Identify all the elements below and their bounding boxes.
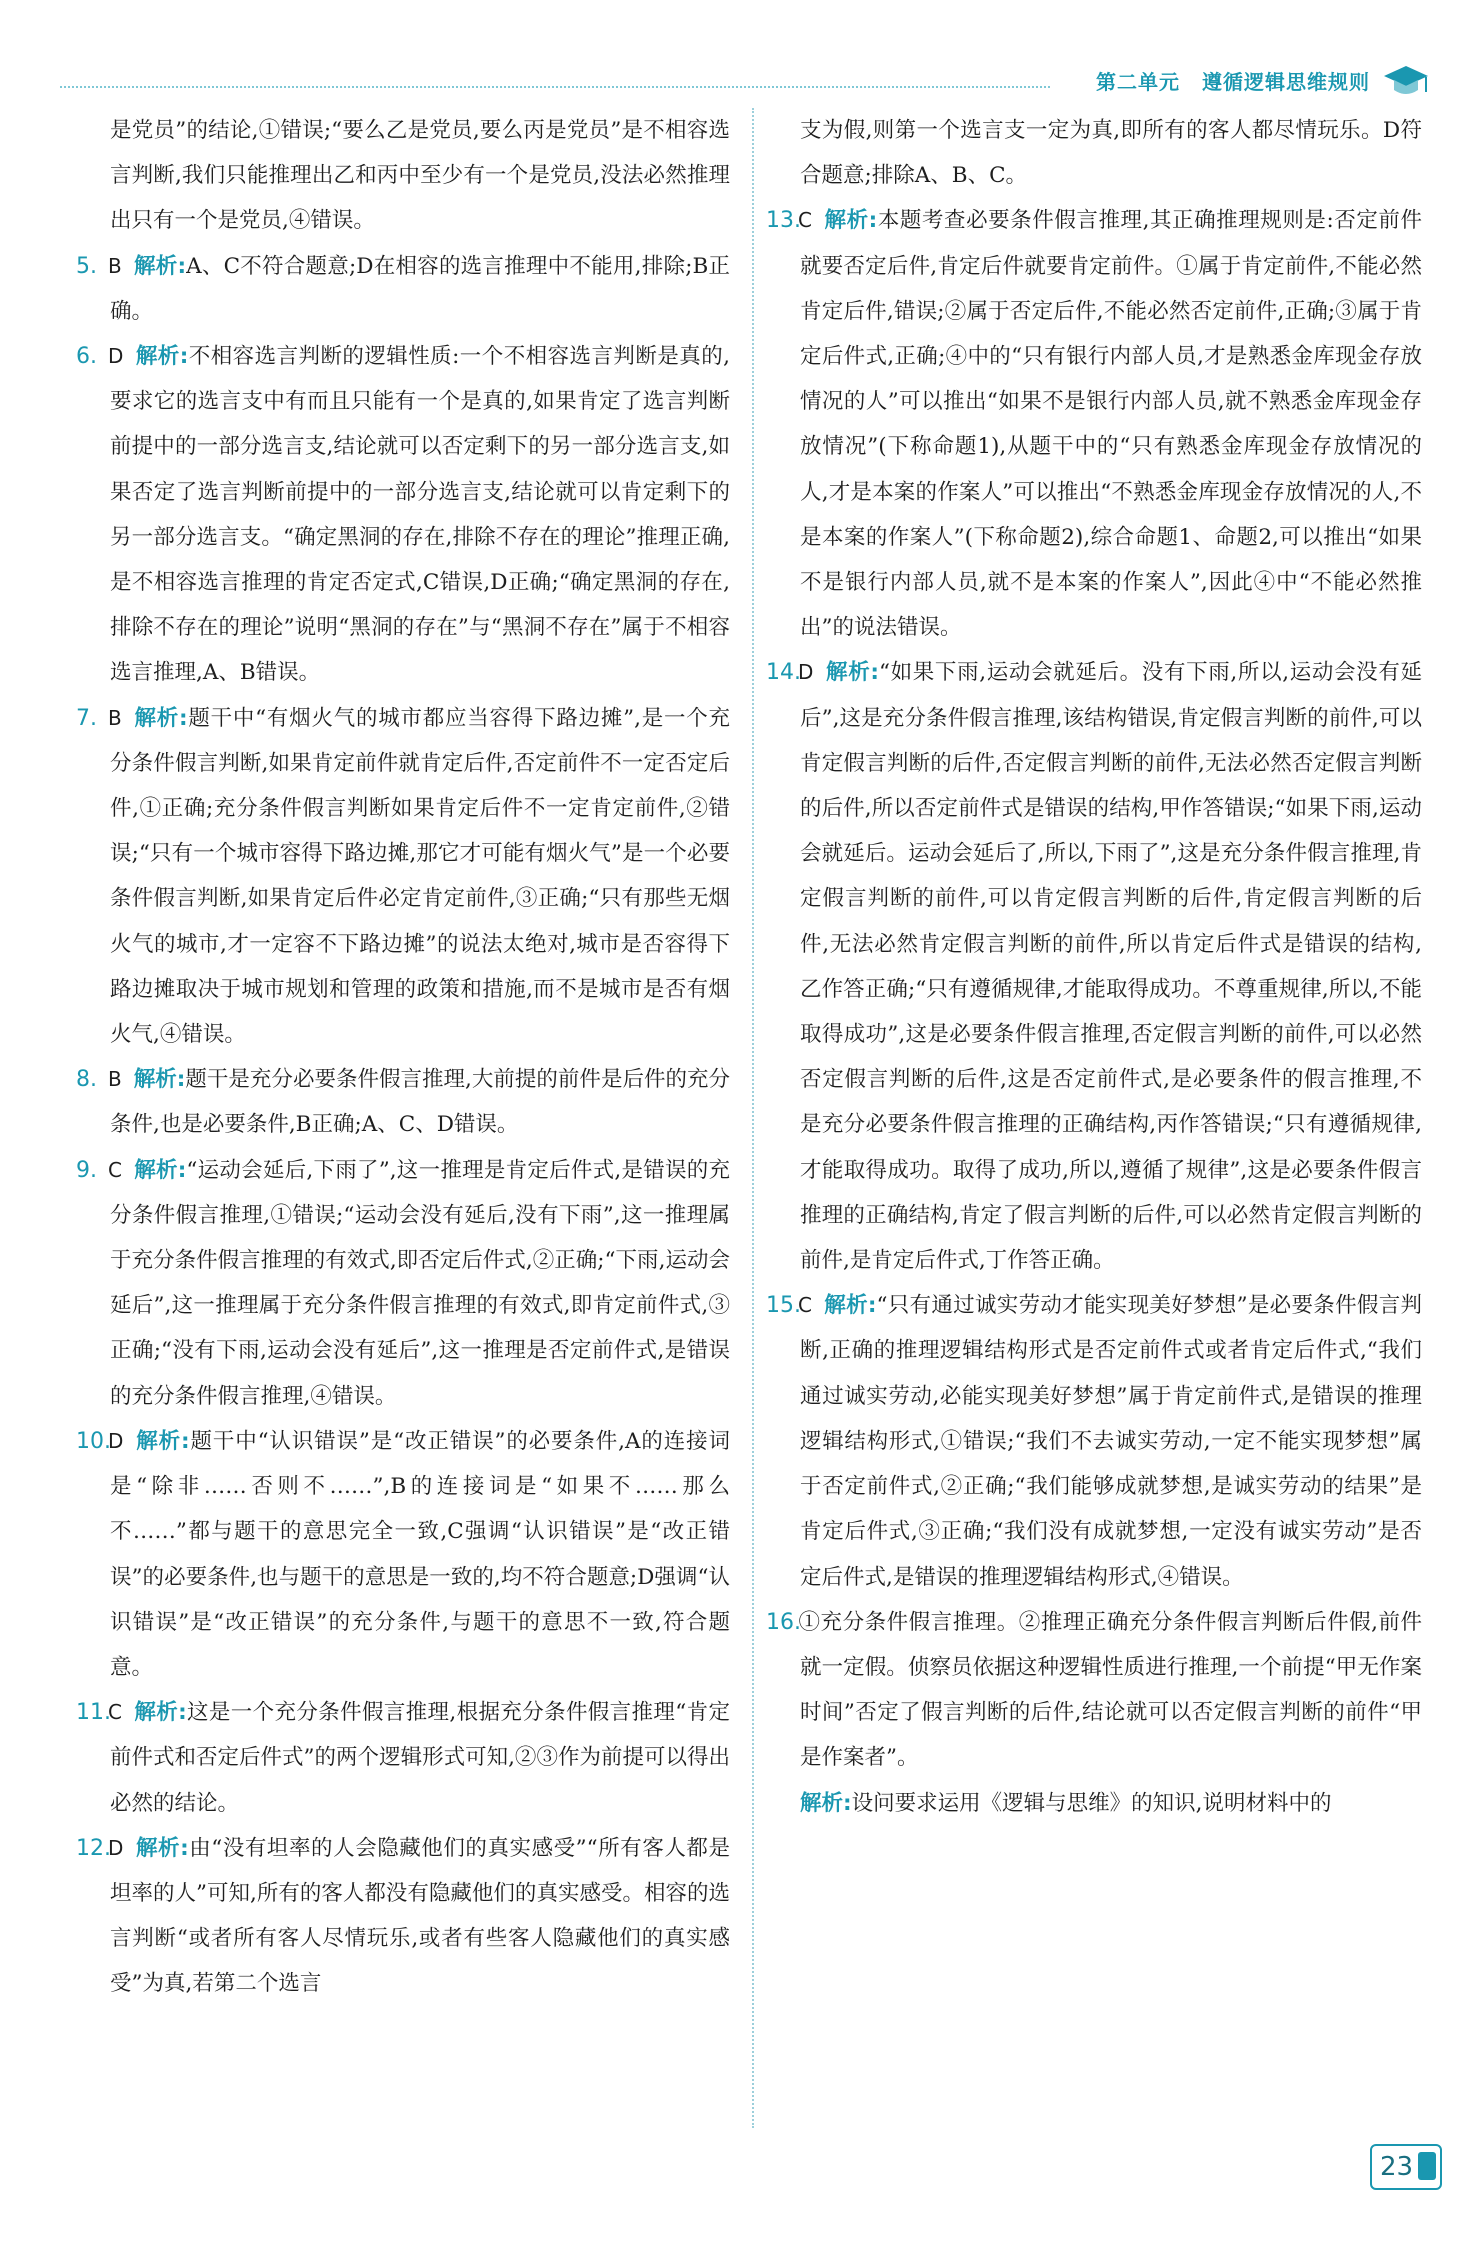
item-text: 本题考查必要条件假言推理,其正确推理规则是:否定前件就要否定后件,肯定后件就要肯定前件。①属于肯定前件,不能必然肯定后件,错误;②属于否定后件,不能必然否定前件,正确;③属于肯定后件式,正确;④中的“只有银行内部人员,才是熟悉金库现金存放情况的人”可以推出“如果不是银行内部人员,就不熟悉金库现金存放情况”(下称命题1),从题干中的“只有熟悉金库现金存放情况的人,才是本案的作案人”可以推出“不熟悉金库现金存放情况的人,不是本案的作案人”(下称命题2),综合命题1、命题2,可以推出“如果不是银行内部人员,就不是本案的作案人”,因此④中“不能必然推出”的说法错误。: [800, 208, 1422, 641]
graduation-cap-icon: [1382, 62, 1430, 102]
item-number: 6.: [76, 344, 97, 370]
item-text: 设问要求运用《逻辑与思维》的知识,说明材料中的: [851, 1790, 1332, 1816]
item-text: “如果下雨,运动会就延后。没有下雨,所以,运动会没有延后”,这是充分条件假言推理,该结构错误,肯定假言判断的前件,可以肯定假言判断的后件,否定假言判断的前件,无法必然否定假言判断的后件,所以否定前件式是错误的结构,甲作答错误;“如果下雨,运动会就延后。运动会延后了,所以,下雨了”,这是充分条件假言推理,肯定假言判断的前件,可以肯定假言判断的后件,肯定假言判断的后件,无法必然肯定假言判断的前件,所以肯定后件式是错误的结构,乙作答正确;“只有遵循规律,才能取得成功。不尊重规律,所以,不能取得成功”,这是必要条件假言推理,否定假言判断的前件,可以必然否定假言判断的后件,这是否定前件式,是必要条件的假言推理,不是充分必要条件假言推理的正确结构,丙作答错误;“只有遵循规律,才能取得成功。取得了成功,所以,遵循了规律”,这是必要条件假言推理的正确结构,肯定了假言判断的后件,可以必然肯定假言判断的前件,是肯定后件式,丁作答正确。: [800, 660, 1422, 1274]
item-text: 不相容选言判断的逻辑性质:一个不相容选言判断是真的,要求它的选言支中有而且只能有一个是真的,如果肯定了选言判断前提中的一部分选言支,结论就可以否定剩下的另一部分选言支,如果否定了选言判断前提中的一部分选言支,结论就可以肯定剩下的另一部分选言支。“确定黑洞的存在,排除不存在的理论”推理正确,是不相容选言推理的肯定否定式,C错误,D正确;“确定黑洞的存在,排除不存在的理论”说明“黑洞的存在”与“黑洞不存在”属于不相容选言推理,A、B错误。: [110, 344, 730, 686]
item-text: 支为假,则第一个选言支一定为真,即所有的客人都尽情玩乐。D符合题意;排除A、B、C。: [800, 118, 1422, 189]
item-answer: D: [108, 1428, 124, 1453]
item-text: ①充分条件假言推理。②推理正确充分条件假言判断后件假,前件就一定假。侦察员依据这种逻辑性质进行推理,一个前提“甲无作案时间”否定了假言判断的后件,结论就可以否定假言判断的前件“甲是作案者”。: [798, 1609, 1422, 1771]
page-header: [60, 62, 1440, 102]
header-title: [1096, 66, 1370, 95]
analysis-label: 解析:: [135, 1428, 190, 1454]
item-number: 10.: [76, 1428, 111, 1454]
item-answer: C: [798, 1293, 812, 1318]
answer-item: [766, 198, 1422, 650]
item-number: 11.: [76, 1700, 111, 1726]
answer-item: [76, 1148, 730, 1419]
answer-item: [76, 1057, 730, 1147]
analysis-label: 解析:: [133, 253, 187, 279]
analysis-label: 解析:: [800, 1790, 852, 1816]
item-answer: D: [798, 660, 814, 685]
page-number-text: 23: [1380, 2152, 1414, 2182]
item-text: A、C不符合题意;D在相容的选言推理中不能用,排除;B正确。: [110, 253, 730, 324]
right-column: [766, 108, 1422, 1826]
item-answer: C: [108, 1700, 122, 1725]
item-number: 13.: [766, 208, 801, 234]
item-answer: C: [798, 208, 812, 233]
item-number: 12.: [76, 1835, 111, 1861]
analysis-label: 解析:: [133, 1157, 187, 1183]
answer-item: [110, 108, 730, 244]
item-number: 8.: [76, 1067, 97, 1093]
page-number: [1370, 2144, 1442, 2190]
item-text: 题干中“认识错误”是“改正错误”的必要条件,A的连接词是“除非……否则不……”,B的连接词是“如果不……那么不……”都与题干的意思完全一致,C强调“认识错误”是“改正错误”的必要条件,也与题干的意思是一致的,均不符合题意;D强调“认识错误”是“改正错误”的充分条件,与题干的意思不一致,符合题意。: [110, 1428, 730, 1680]
analysis-label: 解析:: [823, 208, 878, 234]
item-number: 7.: [76, 705, 97, 731]
column-divider: [752, 108, 754, 2128]
item-answer: B: [108, 1067, 122, 1092]
item-answer: D: [108, 1835, 124, 1860]
unit-title: 遵循逻辑思维规则: [1202, 70, 1370, 94]
analysis-label: 解析:: [133, 1700, 187, 1726]
analysis-label: 解析:: [135, 344, 189, 370]
analysis-label: 解析:: [133, 705, 188, 731]
item-answer: D: [108, 344, 124, 369]
answer-item: [76, 1419, 730, 1690]
answer-item: [76, 1826, 730, 2007]
item-text: 这是一个充分条件假言推理,根据充分条件假言推理“肯定前件式和否定后件式”的两个逻辑形式可知,②③作为前提可以得出必然的结论。: [110, 1700, 730, 1816]
item-answer: C: [108, 1157, 122, 1182]
analysis-label: 解析:: [135, 1835, 189, 1861]
answer-item: [76, 1690, 730, 1826]
page-corner-icon: [1418, 2152, 1436, 2180]
header-rule: [60, 86, 1050, 88]
item-text: 是党员”的结论,①错误;“要么乙是党员,要么丙是党员”是不相容选言判断,我们只能推理出乙和丙中至少有一个是党员,没法必然推理出只有一个是党员,④错误。: [110, 118, 730, 234]
answer-item: [766, 1283, 1422, 1599]
item-number: 15.: [766, 1293, 801, 1319]
item-answer: B: [108, 705, 122, 730]
item-text: “只有通过诚实劳动才能实现美好梦想”是必要条件假言判断,正确的推理逻辑结构形式是否定前件式或者肯定后件式,“我们通过诚实劳动,必能实现美好梦想”属于肯定前件式,是错误的推理逻辑结构形式,①错误;“我们不去诚实劳动,一定不能实现梦想”属于否定前件式,②正确;“我们能够成就梦想,是诚实劳动的结果”是肯定后件式,③正确;“我们没有成就梦想,一定没有诚实劳动”是否定后件式,是错误的推理逻辑结构形式,④错误。: [800, 1293, 1422, 1590]
answer-item: [766, 650, 1422, 1283]
answer-item: [76, 334, 730, 696]
item-number: 5.: [76, 253, 97, 279]
answer-item: [800, 108, 1422, 198]
answer-item: [766, 1600, 1422, 1781]
analysis-label: 解析:: [133, 1067, 186, 1093]
item-number: 16.: [766, 1609, 801, 1635]
answer-item: [800, 1781, 1422, 1826]
analysis-label: 解析:: [825, 660, 879, 686]
item-text: 题干中“有烟火气的城市都应当容得下路边摊”,是一个充分条件假言判断,如果肯定前件就肯定后件,否定前件不一定否定后件,①正确;充分条件假言判断如果肯定后件不一定肯定前件,②错误;“只有一个城市容得下路边摊,那它才可能有烟火气”是一个必要条件假言判断,如果肯定后件必定肯定前件,③正确;“只有那些无烟火气的城市,才一定容不下路边摊”的说法太绝对,城市是否容得下路边摊取决于城市规划和管理的政策和措施,而不是城市是否有烟火气,④错误。: [110, 705, 730, 1048]
item-text: 由“没有坦率的人会隐藏他们的真实感受”“所有客人都是坦率的人”可知,所有的客人都没有隐藏他们的真实感受。相容的选言判断“或者所有客人尽情玩乐,或者有些客人隐藏他们的真实感受”为真,若第二个选言: [110, 1835, 730, 1997]
answer-item: [76, 696, 730, 1058]
item-number: 14.: [766, 660, 801, 686]
analysis-label: 解析:: [823, 1293, 877, 1319]
left-column: [76, 108, 730, 2007]
item-text: “运动会延后,下雨了”,这一推理是肯定后件式,是错误的充分条件假言推理,①错误;“运动会没有延后,没有下雨”,这一推理属于充分条件假言推理的有效式,即否定后件式,②正确;“下雨,运动会延后”,这一推理属于充分条件假言推理的有效式,即肯定前件式,③正确;“没有下雨,运动会没有延后”,这一推理是否定前件式,是错误的充分条件假言推理,④错误。: [110, 1157, 730, 1409]
answer-item: [76, 244, 730, 334]
item-text: 题干是充分必要条件假言推理,大前提的前件是后件的充分条件,也是必要条件,B正确;A、C、D错误。: [110, 1067, 730, 1138]
item-answer: B: [108, 253, 122, 278]
unit-label: 第二单元: [1096, 70, 1180, 94]
item-number: 9.: [76, 1157, 97, 1183]
